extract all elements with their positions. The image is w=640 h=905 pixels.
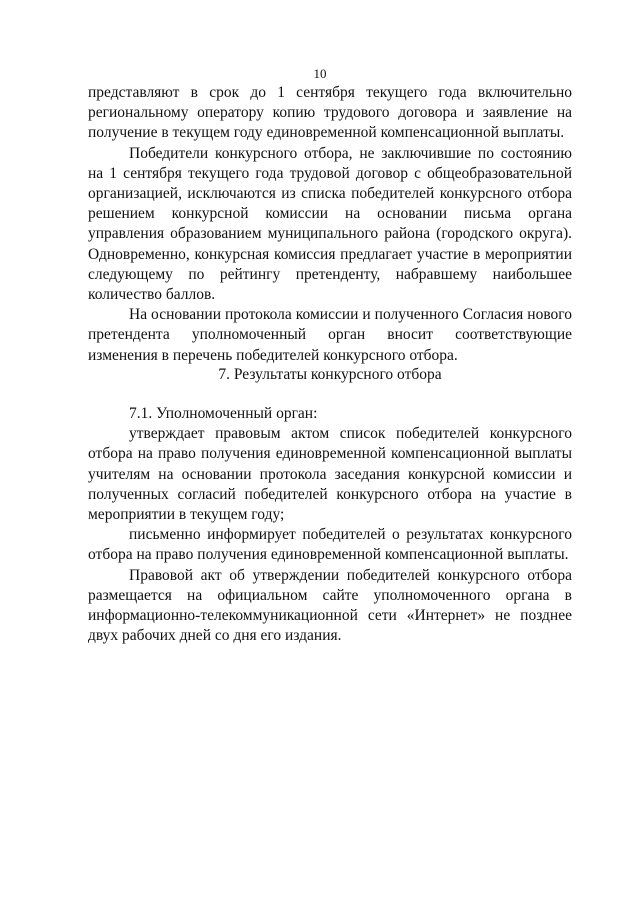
paragraph-approves-list: утверждает правовым актом список победителей конкурсного отбора на право получения единовременной компенсационной выплаты учителям на основании протокола заседания конкурсной комиссии и полученных согласий победителей конкурсного отбора на участие в мероприятии в текущем году; — [88, 425, 572, 524]
paragraph-continuation: представляют в срок до 1 сентября текущего года включительно региональному оператору копию трудового договора и заявление на получение в текущем году единовременной компенсационной выплаты. — [88, 84, 572, 142]
paragraph-protocol-changes: На основании протокола комиссии и полученного Согласия нового претендента уполномоченный орган вносит соответствующие изменения в перечень победителей конкурсного отбора. — [88, 306, 572, 364]
section-heading: 7. Результаты конкурсного отбора — [218, 366, 442, 383]
clause-7-1: 7.1. Уполномоченный орган: — [129, 405, 318, 422]
paragraph-informs-winners: письменно информирует победителей о результатах конкурсного отбора на право получения единовременной компенсационной выплаты. — [88, 526, 572, 564]
paragraph-legal-act-publication: Правовой акт об утверждении победителей конкурсного отбора размещается на официальном сайте уполномоченного органа в информационно-телекоммуникационной сети «Интернет» не позднее двух рабочих дней со дня его издания. — [88, 566, 572, 645]
body-text-bottom — [88, 404, 572, 646]
paragraph-winners-excluded: Победители конкурсного отбора, не заключившие по состоянию на 1 сентября текущего года трудовой договор с общеобразовательной организацией, исключаются из списка победителей конкурсного отбора решением конкурсной комиссии на основании письма органа управления образованием муниципального района (городского округа). Одновременно, конкурсная комиссия предлагает участие в мероприятии следующему по рейтингу претенденту, набравшему наибольшее количество баллов. — [88, 144, 572, 304]
body-text-top — [88, 83, 572, 366]
page-number: 10 — [313, 66, 327, 81]
